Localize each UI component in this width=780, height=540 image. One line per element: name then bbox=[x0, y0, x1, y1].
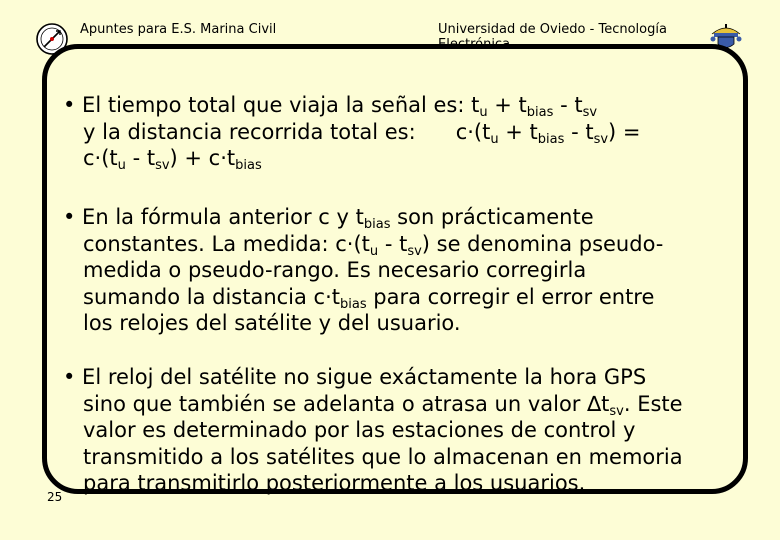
header-right-title: Universidad de Oviedo - Tecnología Electrónica bbox=[438, 22, 667, 52]
slide-number: 25 bbox=[47, 490, 63, 504]
header-left-title: Apuntes para E.S. Marina Civil bbox=[80, 22, 277, 37]
bullet-total-time: • El tiempo total que viaja la señal es: $t_u + t_{bias} - t_{sv}$ y la distancia recorrida total es: $c\cdot(t_u + t_{bias} - t_{sv})$ = $c\cdot(t_u - t_{sv}) + c\cdot t_{bias}$ bbox=[63, 93, 641, 173]
bullet-satellite-clock: • El reloj del satélite no sigue exáctamente la hora GPS sino que también se adelanta o atrasa un valor $\Delta t_{sv}$. Este valor es determinado por las estaciones de control y transmitido a los satélites que lo almacenan en memoria para transmitirlo posteriormente a los usuarios. bbox=[63, 365, 683, 495]
bullet-pseudo-range: • En la fórmula anterior c y $t_{bias}$ son prácticamente constantes. La medida: $c\cdot(t_u - t_{sv})$ se denomina pseudo- medida o pseudo-rango. Es necesario corregirla sumando la distancia $c\cdot t_{bias}$ para corregir el error entre los relojes del satélite y del usuario. bbox=[63, 205, 664, 335]
